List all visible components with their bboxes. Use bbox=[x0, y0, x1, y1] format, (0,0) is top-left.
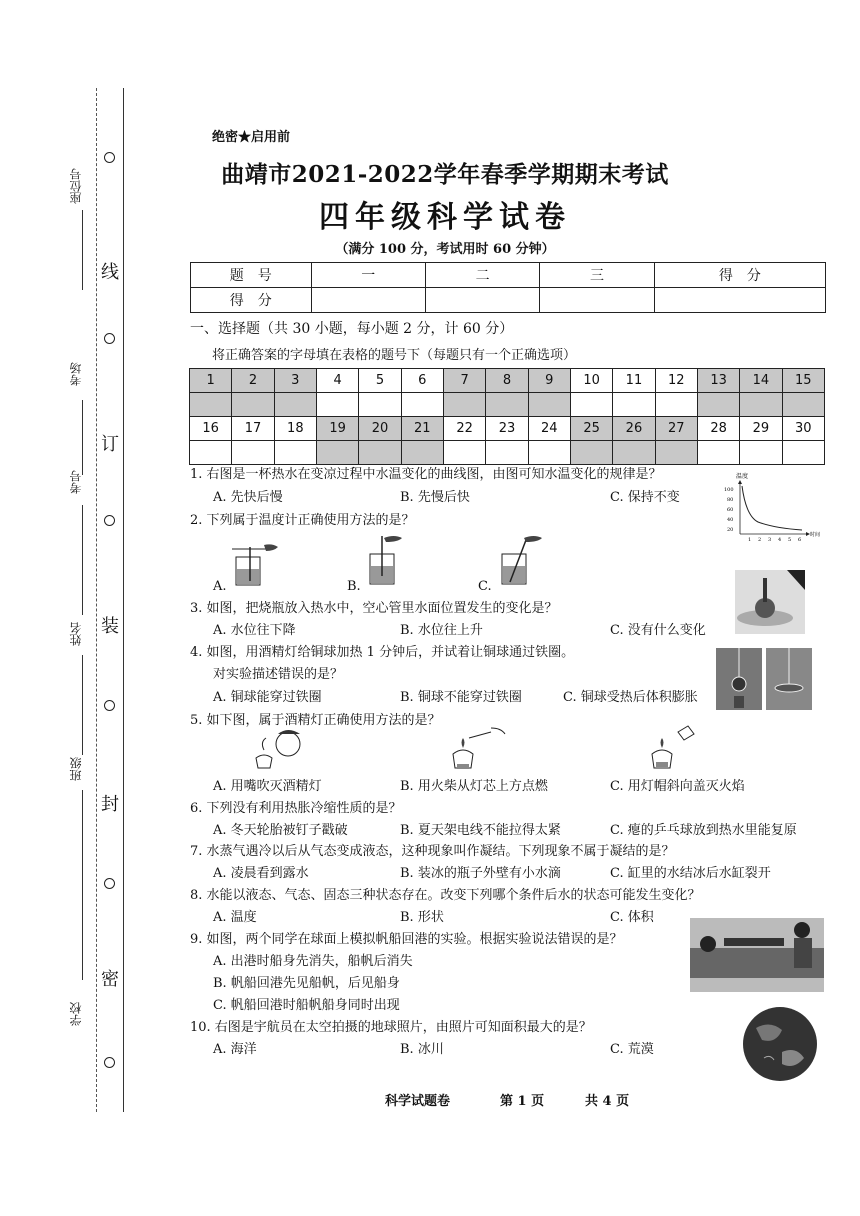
question-9: 9. 如图，两个同学在球面上模拟帆船回港的实验。根据实验说法错误的是？ bbox=[190, 932, 623, 947]
sailboat-experiment-photo bbox=[690, 918, 824, 992]
answer-number: 8 bbox=[486, 369, 528, 393]
answer-number: 20 bbox=[359, 417, 401, 441]
question-6: 6. 下列没有利用热胀冷缩性质的是？ bbox=[190, 801, 402, 816]
answer-number: 25 bbox=[570, 417, 612, 441]
margin-circle bbox=[104, 878, 115, 889]
margin-circle bbox=[104, 700, 115, 711]
q8-option-c[interactable]: C. 体积 bbox=[610, 910, 654, 925]
thermometer-diagram-b bbox=[362, 530, 422, 590]
chart-xtick: 1 bbox=[748, 537, 752, 543]
question-8: 8. 水能以液态、气态、固态三种状态存在。改变下列哪个条件后水的状态可能发生变化？ bbox=[190, 888, 701, 903]
alcohol-lamp-match-diagram bbox=[445, 724, 515, 774]
chart-xtick: 5 bbox=[788, 537, 792, 543]
alcohol-lamp-cap-diagram bbox=[648, 722, 708, 772]
score-header-cell: 得 分 bbox=[654, 263, 825, 288]
margin-char-feng: 封 bbox=[101, 794, 119, 815]
section-1-title: 一、选择题（共 30 小题，每小题 2 分，计 60 分） bbox=[190, 321, 514, 337]
q6-option-a[interactable]: A. 冬天轮胎被钉子戳破 bbox=[213, 823, 348, 838]
answer-cell[interactable] bbox=[740, 441, 782, 465]
q8-option-b[interactable]: B. 形状 bbox=[400, 910, 444, 925]
answer-cell[interactable] bbox=[274, 393, 316, 417]
q1-option-a[interactable]: A. 先快后慢 bbox=[213, 490, 283, 505]
chart-xlabel: 时间 bbox=[810, 532, 821, 538]
margin-circle bbox=[104, 515, 115, 526]
q6-option-c[interactable]: C. 瘪的乒乓球放到热水里能复原 bbox=[610, 823, 797, 838]
answer-number: 24 bbox=[528, 417, 570, 441]
q9-option-c[interactable]: C. 帆船回港时船帆船身同时出现 bbox=[213, 998, 400, 1013]
question-3: 3. 如图，把烧瓶放入热水中，空心管里水面位置发生的变化是？ bbox=[190, 601, 558, 616]
class-blank bbox=[82, 790, 83, 980]
q5-option-c[interactable]: C. 用灯帽斜向盖灭火焰 bbox=[610, 779, 745, 794]
answer-cell[interactable] bbox=[443, 441, 485, 465]
chart-ytick: 100 bbox=[724, 487, 734, 493]
q1-option-c[interactable]: C. 保持不变 bbox=[610, 490, 680, 505]
answer-number: 1 bbox=[190, 369, 232, 393]
chart-xtick: 3 bbox=[768, 537, 772, 543]
chart-ytick: 60 bbox=[727, 507, 734, 513]
q6-option-b[interactable]: B. 夏天架电线不能拉得太紧 bbox=[400, 823, 561, 838]
q10-option-c[interactable]: C. 荒漠 bbox=[610, 1042, 654, 1057]
exam-title: 曲靖市2021-2022学年春季学期期末考试 bbox=[221, 161, 669, 188]
score-header-cell: 二 bbox=[425, 263, 539, 288]
school-label: 学校 bbox=[69, 1002, 83, 1026]
answer-number: 28 bbox=[697, 417, 739, 441]
answer-cell[interactable] bbox=[401, 393, 443, 417]
answer-number: 13 bbox=[697, 369, 739, 393]
answer-number: 2 bbox=[232, 369, 274, 393]
q9-option-a[interactable]: A. 出港时船身先消失，船帆后消失 bbox=[213, 954, 413, 969]
answer-table bbox=[189, 368, 825, 465]
q2-option-b[interactable]: B. bbox=[347, 579, 361, 594]
q8-option-a[interactable]: A. 温度 bbox=[213, 910, 257, 925]
class-label: 班级 bbox=[69, 757, 83, 781]
score-cell[interactable] bbox=[425, 288, 539, 313]
answer-cell[interactable] bbox=[316, 441, 358, 465]
answer-cell[interactable] bbox=[740, 393, 782, 417]
chart-ylabel: 温度 bbox=[736, 473, 749, 480]
answer-number: 23 bbox=[486, 417, 528, 441]
question-2: 2. 下列属于温度计正确使用方法的是？ bbox=[190, 513, 415, 528]
earth-from-space-photo bbox=[742, 1006, 818, 1082]
q2-option-a[interactable]: A. bbox=[213, 579, 227, 594]
exam-room-blank bbox=[82, 400, 83, 475]
score-row-label: 得 分 bbox=[191, 288, 312, 313]
chart-ytick: 40 bbox=[727, 517, 734, 523]
answer-number: 15 bbox=[782, 369, 824, 393]
question-7: 7. 水蒸气遇冷以后从气态变成液态，这种现象叫作凝结。下列现象不属于凝结的是？ bbox=[190, 844, 675, 859]
answer-cell[interactable] bbox=[697, 393, 739, 417]
answer-cell[interactable] bbox=[655, 441, 697, 465]
answer-number: 11 bbox=[613, 369, 655, 393]
name-label: 姓名 bbox=[69, 622, 83, 646]
answer-cell[interactable] bbox=[782, 441, 824, 465]
margin-char-mi: 密 bbox=[101, 969, 119, 990]
q4-option-a[interactable]: A. 铜球能穿过铁圈 bbox=[213, 690, 322, 705]
answer-number: 17 bbox=[232, 417, 274, 441]
answer-number: 14 bbox=[740, 369, 782, 393]
answer-number: 5 bbox=[359, 369, 401, 393]
q7-option-b[interactable]: B. 装冰的瓶子外壁有小水滴 bbox=[400, 866, 561, 881]
answer-number: 29 bbox=[740, 417, 782, 441]
answer-cell[interactable] bbox=[316, 393, 358, 417]
thermometer-diagram-a bbox=[228, 535, 288, 590]
margin-char-zhuang: 装 bbox=[101, 616, 119, 637]
q4-option-b[interactable]: B. 铜球不能穿过铁圈 bbox=[400, 690, 522, 705]
q1-option-b[interactable]: B. 先慢后快 bbox=[400, 490, 470, 505]
exam-note: （满分 100 分，考试用时 60 分钟） bbox=[335, 242, 555, 257]
answer-number: 26 bbox=[613, 417, 655, 441]
answer-cell[interactable] bbox=[528, 393, 570, 417]
exam-room-label: 考场 bbox=[69, 362, 83, 386]
answer-cell[interactable] bbox=[613, 393, 655, 417]
answer-cell[interactable] bbox=[359, 393, 401, 417]
q5-option-b[interactable]: B. 用火柴从灯芯上方点燃 bbox=[400, 779, 548, 794]
q4-option-c[interactable]: C. 铜球受热后体积膨胀 bbox=[563, 690, 698, 705]
footer-label: 科学试题卷 bbox=[385, 1094, 451, 1109]
answer-cell[interactable] bbox=[528, 441, 570, 465]
confidential-label: 绝密★启用前 bbox=[212, 130, 291, 145]
answer-number: 16 bbox=[190, 417, 232, 441]
chart-xtick: 6 bbox=[798, 537, 802, 543]
answer-cell[interactable] bbox=[613, 441, 655, 465]
score-header-cell: 题 号 bbox=[191, 263, 312, 288]
answer-cell[interactable] bbox=[359, 441, 401, 465]
answer-cell[interactable] bbox=[274, 441, 316, 465]
question-5: 5. 如下图，属于酒精灯正确使用方法的是？ bbox=[190, 713, 441, 728]
q9-option-b[interactable]: B. 帆船回港先见船帆，后见船身 bbox=[213, 976, 400, 991]
score-header-cell: 三 bbox=[540, 263, 654, 288]
margin-circle bbox=[104, 333, 115, 344]
answer-cell[interactable] bbox=[570, 441, 612, 465]
question-4: 4. 如图，用酒精灯给铜球加热 1 分钟后，并试着让铜球通过铁圈。 bbox=[190, 645, 575, 660]
answer-cell[interactable] bbox=[232, 393, 274, 417]
q7-option-c[interactable]: C. 缸里的水结冰后水缸裂开 bbox=[610, 866, 771, 881]
answer-number: 30 bbox=[782, 417, 824, 441]
answer-cell[interactable] bbox=[570, 393, 612, 417]
answer-cell[interactable] bbox=[486, 393, 528, 417]
answer-cell[interactable] bbox=[190, 393, 232, 417]
chart-ytick: 80 bbox=[727, 497, 734, 503]
chart-xtick: 4 bbox=[778, 537, 782, 543]
answer-number: 27 bbox=[655, 417, 697, 441]
q7-option-a[interactable]: A. 凌晨看到露水 bbox=[213, 866, 309, 881]
q3-option-c[interactable]: C. 没有什么变化 bbox=[610, 623, 706, 638]
answer-number: 21 bbox=[401, 417, 443, 441]
question-4-line2: 对实验描述错误的是？ bbox=[213, 667, 344, 682]
answer-number: 19 bbox=[316, 417, 358, 441]
exam-subtitle: 四年级科学试卷 bbox=[319, 200, 571, 235]
score-cell[interactable] bbox=[540, 288, 654, 313]
thermometer-diagram-c bbox=[494, 530, 554, 590]
answer-number: 6 bbox=[401, 369, 443, 393]
margin-char-xian: 线 bbox=[101, 262, 119, 283]
footer-page: 第 1 页 bbox=[500, 1094, 545, 1109]
temperature-curve-chart bbox=[722, 470, 822, 548]
chart-xtick: 2 bbox=[758, 537, 762, 543]
answer-number: 22 bbox=[443, 417, 485, 441]
copper-ball-photo bbox=[716, 648, 812, 710]
answer-cell[interactable] bbox=[782, 393, 824, 417]
answer-number: 12 bbox=[655, 369, 697, 393]
score-cell[interactable] bbox=[311, 288, 425, 313]
footer-total: 共 4 页 bbox=[585, 1094, 630, 1109]
chart-ytick: 20 bbox=[727, 527, 734, 533]
answer-cell[interactable] bbox=[190, 441, 232, 465]
exam-number-blank bbox=[82, 505, 83, 615]
name-blank bbox=[82, 655, 83, 755]
answer-number: 9 bbox=[528, 369, 570, 393]
answer-number: 3 bbox=[274, 369, 316, 393]
answer-cell[interactable] bbox=[486, 441, 528, 465]
section-1-instruction: 将正确答案的字母填在表格的题号下（每题只有一个正确选项） bbox=[212, 348, 577, 363]
seat-number-label: 座位号 bbox=[69, 168, 83, 204]
score-header-cell: 一 bbox=[311, 263, 425, 288]
answer-number: 18 bbox=[274, 417, 316, 441]
question-1: 1. 右图是一杯热水在变凉过程中水温变化的曲线图，由图可知水温变化的规律是？ bbox=[190, 467, 662, 482]
exam-number-label: 考号 bbox=[69, 470, 83, 494]
answer-cell[interactable] bbox=[655, 393, 697, 417]
margin-char-ding: 订 bbox=[101, 434, 119, 455]
score-cell[interactable] bbox=[654, 288, 825, 313]
q2-option-c[interactable]: C. bbox=[478, 579, 492, 594]
answer-number: 7 bbox=[443, 369, 485, 393]
answer-cell[interactable] bbox=[443, 393, 485, 417]
q10-option-a[interactable]: A. 海洋 bbox=[213, 1042, 257, 1057]
alcohol-lamp-blow-diagram bbox=[248, 728, 308, 774]
q3-option-b[interactable]: B. 水位往上升 bbox=[400, 623, 483, 638]
flask-in-hot-water-photo bbox=[735, 570, 805, 634]
answer-cell[interactable] bbox=[232, 441, 274, 465]
q10-option-b[interactable]: B. 冰川 bbox=[400, 1042, 444, 1057]
answer-cell[interactable] bbox=[401, 441, 443, 465]
q5-option-a[interactable]: A. 用嘴吹灭酒精灯 bbox=[213, 779, 322, 794]
question-10: 10. 右图是宇航员在太空拍摄的地球照片，由照片可知面积最大的是？ bbox=[190, 1020, 592, 1035]
score-table bbox=[190, 262, 826, 313]
answer-number: 4 bbox=[316, 369, 358, 393]
answer-cell[interactable] bbox=[697, 441, 739, 465]
answer-number: 10 bbox=[570, 369, 612, 393]
margin-circle bbox=[104, 1057, 115, 1068]
q3-option-a[interactable]: A. 水位往下降 bbox=[213, 623, 296, 638]
